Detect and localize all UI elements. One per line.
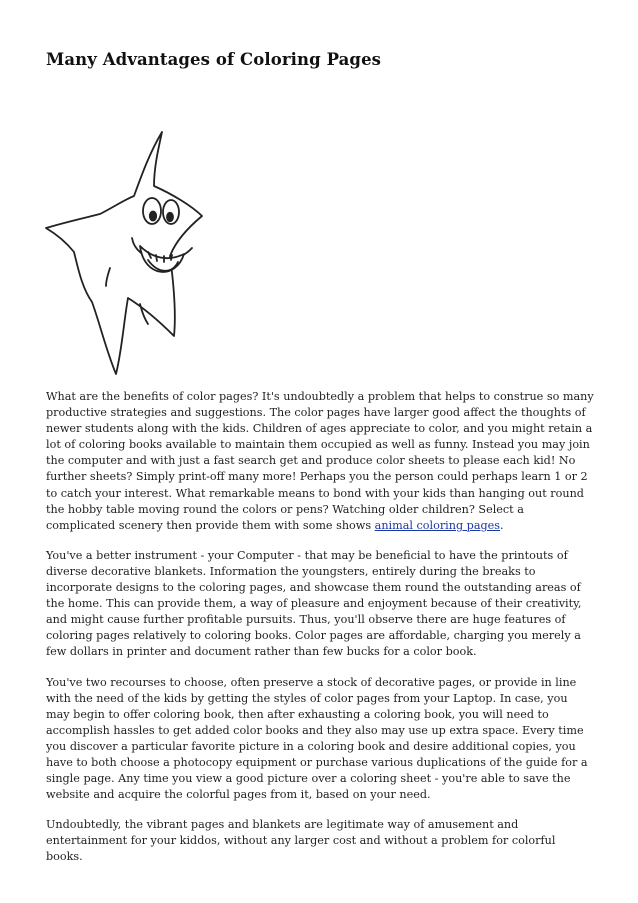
- paragraph-1-text: What are the benefits of color pages? It's undoubtedly a problem that helps to construe so many productive strategies and suggestions. The color pages have larger good affect the thoughts of newer students along with the kids. Children of ages appreciate to color, and you might retain a lot of coloring books available to maintain them occupied as well as funny. Instead you may join the computer and with just a fast search get and produce color sheets to please each kid! No further sheets? Simply print-off many more! Perhaps you the person could perhaps learn 1 or 2 to catch your interest. What remarkable means to bond with your kids than hanging out round the hobby table moving round the colors or pens? Watching older children? Select a complicated scenery then provide them with some shows: [46, 390, 594, 532]
- paragraph-4: Undoubtedly, the vibrant pages and blankets are legitimate way of amusement and entertainment for your kiddos, without any larger cost and without a problem for colorful books.: [46, 818, 556, 864]
- animal-coloring-pages-link[interactable]: animal coloring pages: [374, 518, 501, 532]
- smiling-star-icon: [44, 128, 204, 376]
- paragraph-3: You've two recourses to choose, often preserve a stock of decorative pages, or provide in line with the need of the kids by getting the styles of color pages from your Laptop. In case, you may begin to offer coloring book, then after exhausting a coloring book, you will need to accomplish hassles to get added color books and they also may use up extra space. Every time you discover a particular favorite picture in a coloring book and desire additional copies, you have to both choose a photocopy equipment or purchase various duplications of the guide for a single page. Any time you view a good picture over a coloring sheet - you're able to save the website and acquire the colorful pages from it, based on your need.: [46, 675, 588, 802]
- page-title: Many Advantages of Coloring Pages: [46, 50, 382, 69]
- article-body: [46, 389, 594, 880]
- paragraph-1-end: .: [500, 518, 504, 532]
- paragraph-2: You've a better instrument - your Computer - that may be beneficial to have the printouts of diverse decorative blankets. Information the youngsters, entirely during the breaks to incorporate designs to the coloring pages, and showcase them round the outstanding areas of the home. This can provide them, a way of pleasure and enjoyment because of their creativity, and might cause further profitable pursuits. Thus, you'll observe there are huge features of coloring pages relatively to coloring books. Color pages are affordable, charging you merely a few dollars in printer and document rather than few bucks for a color book.: [46, 548, 582, 659]
- paragraph-1: [46, 389, 594, 534]
